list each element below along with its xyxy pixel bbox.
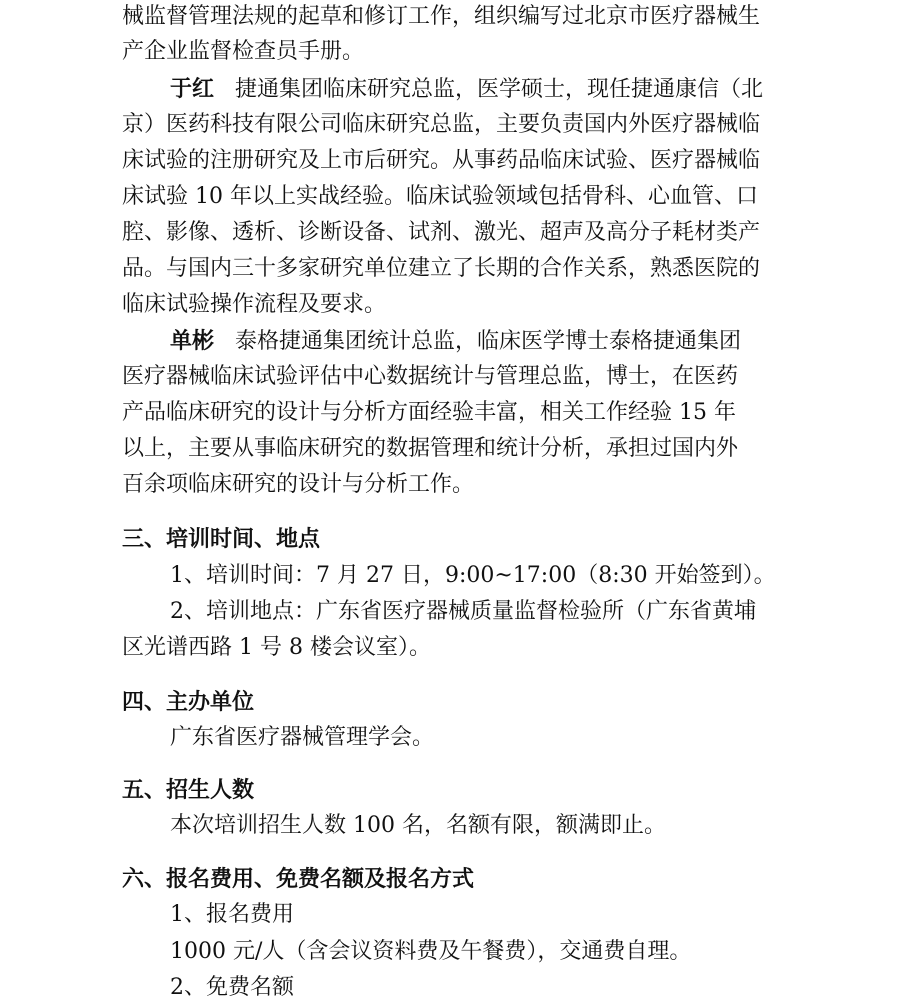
body-line: 床试验的注册研究及上市后研究。从事药品临床试验、医疗器械临	[122, 148, 761, 173]
person-name: 单彬	[170, 328, 215, 354]
body-line: 2、培训地点：广东省医疗器械质量监督检验所（广东省黄埔	[170, 599, 756, 624]
body-line: 京）医药科技有限公司临床研究总监，主要负责国内外医疗器械临	[122, 112, 761, 137]
bio-yu-hong: 于红 捷通集团临床研究总监，医学硕士，现任捷通康信（北	[170, 76, 764, 102]
section-heading: 六、报名费用、免费名额及报名方式	[122, 866, 475, 892]
body-line: 产企业监督检查员手册。	[122, 39, 365, 64]
body-line: 产品临床研究的设计与分析方面经验丰富，相关工作经验 15 年	[122, 400, 736, 425]
body-line: 本次培训招生人数 100 名，名额有限，额满即止。	[170, 813, 666, 838]
section-heading: 四、主办单位	[122, 689, 255, 715]
body-line: 医疗器械临床试验评估中心数据统计与管理总监，博士，在医药	[122, 364, 739, 389]
body-line: 床试验 10 年以上实战经验。临床试验领域包括骨科、心血管、口	[122, 184, 758, 209]
bio-shan-bin: 单彬 泰格捷通集团统计总监，临床医学博士泰格捷通集团	[170, 328, 742, 354]
body-line: 1、报名费用	[170, 902, 294, 927]
body-line: 腔、影像、透析、诊断设备、试剂、激光、超声及高分子耗材类产	[122, 220, 761, 245]
section-heading: 三、培训时间、地点	[122, 526, 321, 552]
body-line: 临床试验操作流程及要求。	[122, 292, 387, 317]
section-heading: 五、招生人数	[122, 777, 255, 803]
body-line: 以上，主要从事临床研究的数据管理和统计分析，承担过国内外	[122, 436, 739, 461]
body-line: 区光谱西路 1 号 8 楼会议室）。	[122, 635, 431, 660]
body-line: 广东省医疗器械管理学会。	[170, 725, 435, 750]
body-line: 品。与国内三十多家研究单位建立了长期的合作关系，熟悉医院的	[122, 256, 761, 281]
body-line: 百余项临床研究的设计与分析工作。	[122, 472, 475, 497]
body-line: 1、培训时间：7 月 27 日，9:00~17:00（8:30 开始签到）。	[170, 563, 776, 588]
body-line: 2、免费名额	[170, 975, 294, 1000]
body-line: 1000 元/人（含会议资料费及午餐费），交通费自理。	[170, 939, 692, 964]
person-name: 于红	[170, 76, 215, 102]
body-line: 械监督管理法规的起草和修订工作，组织编写过北京市医疗器械生	[122, 4, 761, 29]
